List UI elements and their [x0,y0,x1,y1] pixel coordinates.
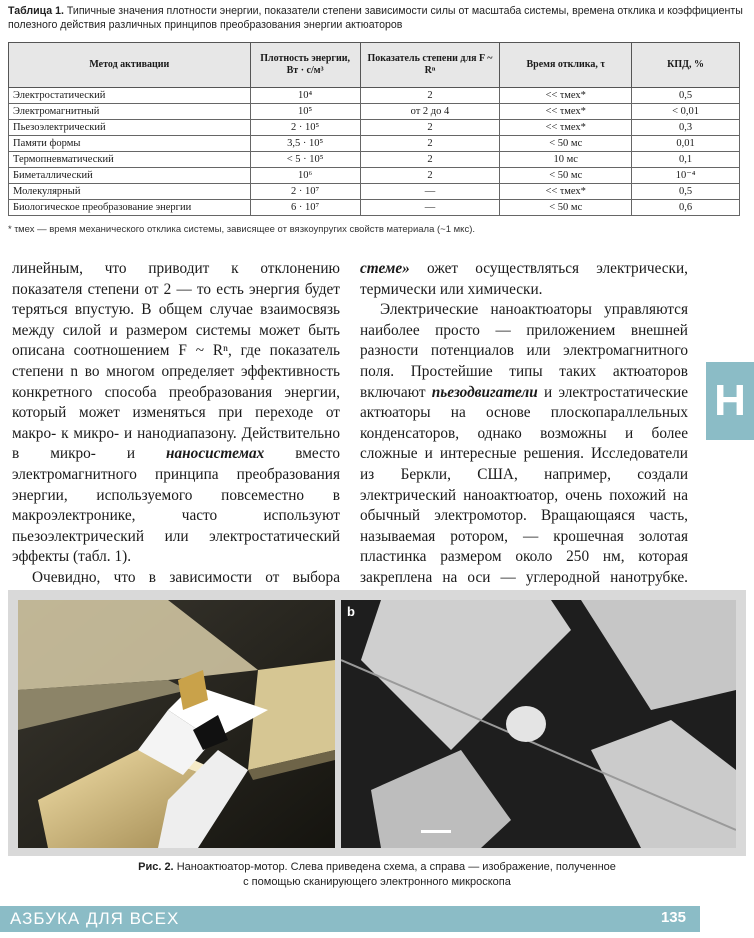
table-header-row [9,43,740,88]
cell-response: < 50 мс [500,200,632,216]
text-column-left [12,259,340,630]
figure-caption-label: Рис. 2. [138,861,174,873]
table-row [9,184,740,200]
cell-density: 10⁵ [250,104,360,120]
cell-response: < 50 мс [500,168,632,184]
table-row [9,120,740,136]
sem-micrograph-image [341,600,736,848]
cell-density: 3,5 · 10⁵ [250,136,360,152]
cell-density: 2 · 10⁵ [250,120,360,136]
table-row [9,104,740,120]
cell-efficiency: < 0,01 [632,104,740,120]
cell-density: < 5 · 10⁵ [250,152,360,168]
cell-exponent: — [360,200,500,216]
nanomotor-schematic-image [18,600,335,848]
footer-section-title: АЗБУКА ДЛЯ ВСЕХ [10,909,180,928]
cell-efficiency: 10⁻⁴ [632,168,740,184]
table-row [9,200,740,216]
col-exponent: Показатель степени для F ~ Rⁿ [360,43,500,88]
figure-caption-line1: Наноактюатор-мотор. Слева приведена схема, а справа — изображение, полученное [176,861,616,873]
col-efficiency: КПД, % [632,43,740,88]
cell-response: << τмех* [500,120,632,136]
table-caption-text: Типичные значения плотности энергии, показатели степени зависимости силы от масштаба системы, времена отклика и коэффициенты полезного действия различных принципов преобразования энергии актюаторов [8,5,743,31]
cell-method: Пьезоэлектрический [9,120,251,136]
cell-exponent: от 2 до 4 [360,104,500,120]
paragraph: стеме» ожет осуществляться электрически, термически или химически. [360,260,688,298]
figure-2 [8,590,746,856]
table-row [9,168,740,184]
cell-method: Электростатический [9,88,251,104]
energy-table [8,42,740,216]
cell-efficiency: 0,1 [632,152,740,168]
cell-exponent: — [360,184,500,200]
keyword-link: наносистемах [166,445,265,463]
table-label: Таблица 1. [8,5,64,17]
page-number: 135 [660,909,686,926]
keyword-link: стеме» [360,260,410,277]
table-footnote: * τмех — время механического отклика системы, зависящее от вязкоупругих свойств материала (~1 мкс). [8,224,475,235]
keyword-link: пьезодвигатели [431,383,538,401]
cell-efficiency: 0,3 [632,120,740,136]
cell-method: Биологическое преобразование энергии [9,200,251,216]
col-response: Время отклика, τ [500,43,632,88]
cell-density: 6 · 10⁷ [250,200,360,216]
paragraph: Электрические наноактюаторы управляются наиболее просто — приложением внешней разности потенциалов или электромагнитного поля. Простейшие типы таких актюаторов включают пьезодвигатели и электростатические актюаторы на основе плоскопараллельных конденсаторов, однако возможны и более сложные и интересные решения. Исследователи из Беркли, США, например, создали электрический наноактюатор, очень похожий на обычный электромотор. Вращающаяся часть, называемая ротором, — крошечная золотая пластинка размером около 250 нм, которая закреплена на оси — углеродной нанотрубке. [360,301,688,586]
table-row [9,88,740,104]
cell-method: Электромагнитный [9,104,251,120]
cell-exponent: 2 [360,120,500,136]
cell-density: 10⁶ [250,168,360,184]
cell-method: Памяти формы [9,136,251,152]
cell-density: 10⁴ [250,88,360,104]
cell-method: Термопневматический [9,152,251,168]
cell-exponent: 2 [360,88,500,104]
cell-response: << τмех* [500,88,632,104]
cell-exponent: 2 [360,136,500,152]
figure-caption-line2: с помощью сканирующего электронного микроскопа [243,876,511,888]
cell-efficiency: 0,5 [632,184,740,200]
cell-response: < 50 мс [500,136,632,152]
paragraph: линейным, что приводит к отклонению показателя степени от 2 — то есть энергия будет теряться впустую. В общем случае взаимосвязь между силой и размером системы может быть описана соотношением F ~ Rⁿ, где показатель степени n во многом определяет эффективность конкретного способа преобразования энергии, который может изменяться при переходе от макро- к микро- и нанодиапазону. Действительно в микро- и наносистемах вместо электромагнитного принципа преобразования энергии, используемого повсеместно в макроэлектронике, часто используют пьезоэлектрический или электростатический эффекты (табл. 1). [12,260,340,566]
cell-response: 10 мс [500,152,632,168]
cell-efficiency: 0,5 [632,88,740,104]
figure-caption [0,860,754,890]
cell-method: Биметаллический [9,168,251,184]
table-row [9,152,740,168]
panel-b-label: b [347,604,355,619]
cell-efficiency: 0,01 [632,136,740,152]
paragraph: Очевидно, что в зависимости от выбора [12,568,340,630]
cell-efficiency: 0,6 [632,200,740,216]
page-footer [0,906,700,932]
section-letter-tab: Н [706,362,754,440]
cell-response: << τмех* [500,104,632,120]
table-caption [8,4,746,32]
cell-exponent: 2 [360,152,500,168]
cell-method: Молекулярный [9,184,251,200]
table-row [9,136,740,152]
col-density: Плотность энергии, Вт · с/м³ [250,43,360,88]
cell-response: << τмех* [500,184,632,200]
col-method: Метод активации [9,43,251,88]
cell-density: 2 · 10⁷ [250,184,360,200]
text-column-right [360,259,688,630]
cell-exponent: 2 [360,168,500,184]
